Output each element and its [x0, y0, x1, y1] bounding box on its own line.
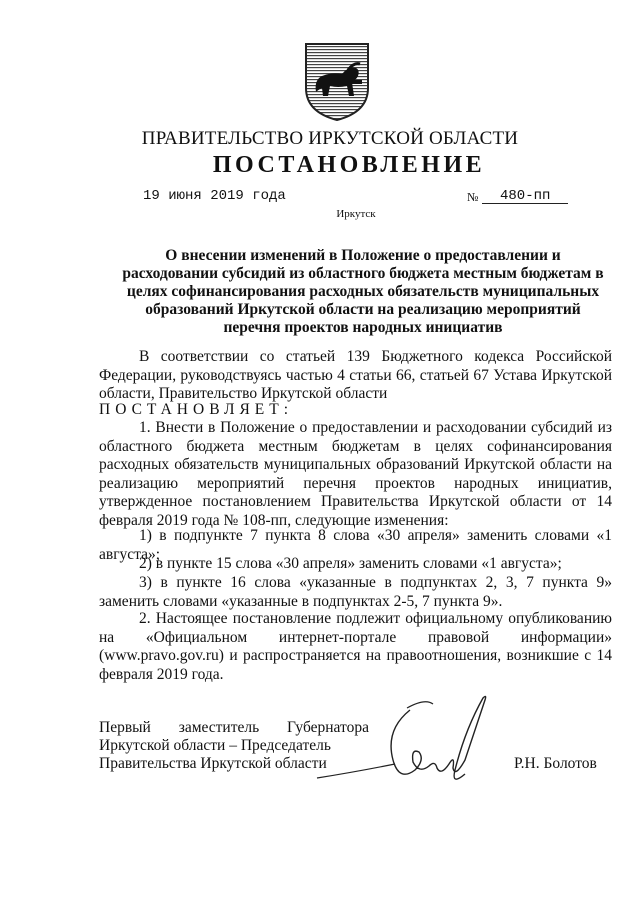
- handwritten-signature: [315, 690, 510, 800]
- signatory-position-word-2: заместитель: [178, 719, 260, 736]
- decree-word: ПОСТАНОВЛЯЕТ:: [99, 401, 294, 418]
- preamble-paragraph: В соответствии со статьей 139 Бюджетного кодекса Российской Федерации, руководствуясь частью 4 статьи 66, статьей 67 Устава Иркутской области, Правительство Иркутской области: [99, 348, 612, 402]
- subitem-1-paragraph: 1) в подпункте 7 пункта 8 слова «30 апреля» заменить словами «1 августа»;: [99, 527, 612, 563]
- government-name: ПРАВИТЕЛЬСТВО ИРКУТСКОЙ ОБЛАСТИ: [141, 128, 519, 149]
- signatory-position-line-3: Правительства Иркутской области: [99, 755, 327, 772]
- number-sign: №: [467, 190, 479, 204]
- subitem-3-paragraph: 3) в пункте 16 слова «указанные в подпунктах 2, 3, 7 пункта 9» заменить словами «указанные в подпунктах 2-5, 7 пункта 9».: [99, 574, 612, 610]
- signatory-position-word-1: Первый: [99, 719, 151, 736]
- item-1-paragraph: 1. Внести в Положение о предоставлении и расходовании субсидий из областного бюджета местным бюджетам в целях софинансирования расходных обязательств муниципальных образований Иркутской области на реализацию мероприятий перечня проектов народных инициатив, утвержденное постановлением Правительства Иркутской области от 14 февраля 2019 года № 108-пп, следующие изменения:: [99, 419, 612, 529]
- subitem-2-paragraph: 2) в пункте 15 слова «30 апреля» заменить словами «1 августа»;: [139, 555, 562, 572]
- document-date: 19 июня 2019 года: [143, 188, 286, 204]
- document-type: ПОСТАНОВЛЕНИЕ: [212, 152, 486, 178]
- document-title: О внесении изменений в Положение о предоставлении и расходовании субсидий из областного бюджета местным бюджетам в целях софинансирования расходных обязательств муниципальных образований Иркутской области на реализацию мероприятий перечня проектов народных инициатив: [122, 247, 604, 336]
- signatory-name: Р.Н. Болотов: [514, 755, 597, 772]
- coat-of-arms-emblem: [302, 40, 372, 122]
- city-name: Иркутск: [336, 208, 376, 220]
- document-number: 480-пп: [500, 188, 551, 204]
- item-2-paragraph: 2. Настоящее постановление подлежит официальному опубликованию на «Официальном интернет-портале правовой информации» (www.pravo.gov.ru) и распространяется на правоотношения, возникшие с 14 февраля 2019 года.: [99, 610, 612, 683]
- signatory-position-word-3: Губернатора: [287, 719, 369, 736]
- signatory-position-line-2: Иркутской области – Председатель: [99, 737, 331, 754]
